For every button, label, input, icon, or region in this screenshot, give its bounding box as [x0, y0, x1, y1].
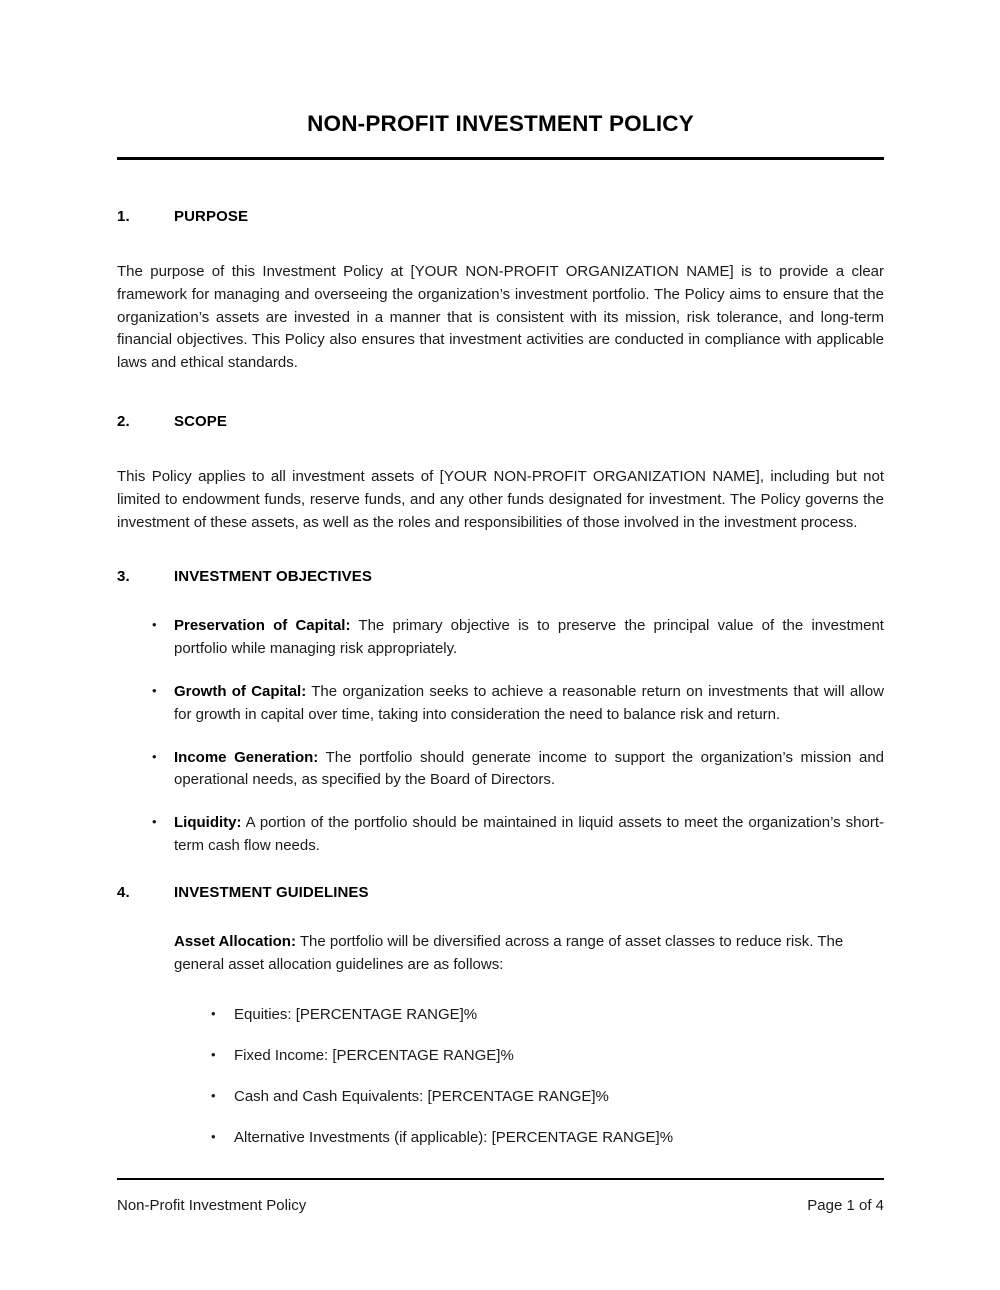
- section-label: SCOPE: [174, 412, 228, 430]
- list-item: [174, 681, 884, 727]
- investment-objectives-list: [117, 615, 884, 857]
- section-heading-scope: [117, 413, 884, 430]
- asset-allocation-list: [117, 1004, 884, 1149]
- list-item: [174, 812, 884, 858]
- list-item-text: The organization seeks to achieve a reasonable return on investments that will allow for growth in capital over time, taking into consideration the need to balance risk and return.: [174, 682, 884, 723]
- list-item: • Alternative Investments (if applicable): [PERCENTAGE RANGE]%: [234, 1127, 884, 1150]
- section-heading-purpose: [117, 208, 884, 225]
- list-item-text: The primary objective is to preserve the principal value of the investment portfolio while managing risk appropriately.: [174, 617, 884, 658]
- list-item: • Fixed Income: [PERCENTAGE RANGE]%: [234, 1045, 884, 1068]
- asset-allocation-paragraph: [174, 931, 884, 977]
- footer-document-name: Non-Profit Investment Policy: [117, 1197, 307, 1214]
- list-item-text: The portfolio should generate income to support the organization’s mission and operational needs, as specified by the Board of Directors.: [174, 748, 884, 789]
- section-label: PURPOSE: [174, 208, 249, 225]
- section-number: 3.: [117, 568, 130, 586]
- list-item: • Cash and Cash Equivalents: [PERCENTAGE RANGE]%: [234, 1086, 884, 1109]
- list-item: [174, 615, 884, 661]
- list-item-term: Liquidity:: [174, 814, 242, 832]
- section-number: 1.: [117, 208, 130, 225]
- list-item: • Equities: [PERCENTAGE RANGE]%: [234, 1004, 884, 1027]
- section-paragraph-purpose: The purpose of this Investment Policy at [YOUR NON-PROFIT ORGANIZATION NAME] is to provide a clear framework for managing and overseeing the organization’s investment portfolio. The Policy aims to ensure that the organization’s assets are invested in a manner that is consistent with its mission, risk tolerance, and long-term financial objectives. This Policy also ensures that investment activities are conducted in compliance with applicable laws and ethical standards.: [117, 263, 884, 372]
- section-number: 4.: [117, 883, 130, 901]
- footer-page-number: Page 1 of 4: [807, 1197, 884, 1214]
- section-label: INVESTMENT OBJECTIVES: [174, 568, 372, 586]
- section-paragraph-scope: This Policy applies to all investment assets of [YOUR NON-PROFIT ORGANIZATION NAME], including but not limited to endowment funds, reserve funds, and any other funds designated for investment. The Policy governs the investment of these assets, as well as the roles and responsibilities of those involved in the investment process.: [117, 467, 884, 531]
- page-title: NON-PROFIT INVESTMENT POLICY: [307, 111, 694, 136]
- list-item: [174, 747, 884, 793]
- list-item-term: Growth of Capital:: [174, 682, 307, 700]
- asset-allocation-term: Asset Allocation:: [174, 932, 296, 950]
- section-number: 2.: [117, 412, 130, 430]
- section-heading-investment-guidelines: [117, 884, 884, 901]
- list-item-term: Preservation of Capital:: [174, 617, 351, 635]
- page-footer: [117, 1178, 884, 1214]
- section-label: INVESTMENT GUIDELINES: [174, 883, 369, 901]
- document-content: [117, 0, 884, 1150]
- list-item-term: Income Generation:: [174, 748, 319, 766]
- asset-allocation-text: The portfolio will be diversified across a range of asset classes to reduce risk. The general asset allocation guidelines are as follows:: [174, 932, 844, 973]
- section-heading-investment-objectives: [117, 568, 884, 585]
- footer-row: [117, 1180, 884, 1214]
- list-item-text: A portion of the portfolio should be maintained in liquid assets to meet the organization’s short-term cash flow needs.: [174, 814, 884, 854]
